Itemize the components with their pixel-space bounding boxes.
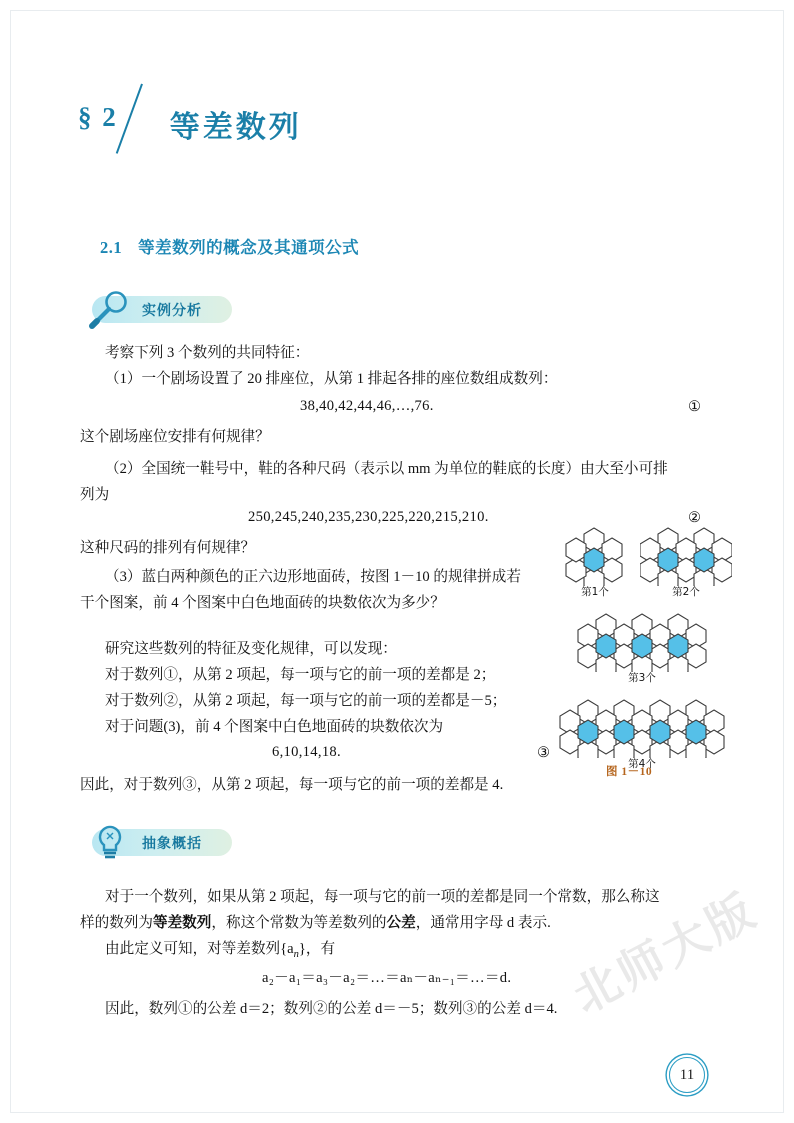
abstract-para2-line1-end: }，有 <box>298 941 336 957</box>
chapter-number: § 2 <box>78 101 118 132</box>
hexagon-pattern-2 <box>640 524 732 586</box>
hexagon-pattern-2-caption: 第2个 <box>672 586 700 598</box>
magnifier-icon <box>86 288 136 330</box>
analysis-line5: 因此，对于数列③，从第 2 项起，每一项与它的前一项的差都是 4. <box>80 777 504 793</box>
chapter-divider-slash <box>118 88 164 150</box>
keyword-arithmetic-sequence: 等差数列 <box>152 915 212 931</box>
abstract-para1-line2-b: ，称这个常数为等差数列的 <box>211 915 387 931</box>
margin-mark-1: ① <box>688 399 702 415</box>
example-item2-question: 这种尺码的排列有何规律？ <box>80 540 256 556</box>
example-item2-line2: 列为 <box>80 487 110 503</box>
badge-abstract-summary <box>92 829 232 856</box>
hexagon-pattern-3 <box>560 610 724 672</box>
abstract-para1-line2 <box>80 910 551 936</box>
analysis-line1: 研究这些数列的特征及变化规律，可以发现： <box>105 641 397 657</box>
abstract-para2-subscript: n <box>293 948 299 960</box>
example-item2-formula: 250,245,240,235,230,225,220,215,210. <box>248 509 489 525</box>
badge-example-analysis-label: 实例分析 <box>142 302 202 319</box>
analysis-line4: 对于问题(3)，前 4 个图案中白色地面砖的块数依次为 <box>105 719 444 735</box>
example-item1-formula: 38,40,42,44,46,…,76. <box>300 398 434 414</box>
badge-example-analysis <box>92 296 232 323</box>
abstract-para1-line2-a: 样的数列为 <box>80 915 153 931</box>
badge-abstract-summary-label: 抽象概括 <box>142 835 202 852</box>
chapter-heading <box>78 88 302 150</box>
margin-mark-2: ② <box>688 510 702 526</box>
hexagon-pattern-1 <box>558 524 630 586</box>
abstract-para3: 因此，数列①的公差 d＝2；数列②的公差 d＝－5；数列③的公差 d＝4. <box>105 1001 558 1017</box>
watermark: 北师大版 <box>564 882 767 1024</box>
keyword-common-difference: 公差 <box>386 915 416 931</box>
abstract-para1-line1: 对于一个数列，如果从第 2 项起，每一项与它的前一项的差都是同一个常数，那么称这 <box>105 889 660 905</box>
abstract-para1-line2-c: ，通常用字母 d 表示. <box>415 915 551 931</box>
page-number: 11 <box>669 1057 705 1093</box>
hexagon-pattern-1-caption: 第1个 <box>581 586 609 598</box>
chapter-title: 等差数列 <box>169 110 302 145</box>
section-title: 等差数列的概念及其通项公式 <box>138 238 360 257</box>
abstract-para2-line1 <box>105 936 335 968</box>
example-intro: 考察下列 3 个数列的共同特征： <box>105 345 310 361</box>
hexagon-figure <box>540 524 740 774</box>
analysis-formula: 6,10,14,18. <box>272 744 341 760</box>
abstract-para2-line1-start: 由此定义可知，对等差数列{a <box>105 941 294 957</box>
lightbulb-icon <box>86 821 136 863</box>
figure-label: 图 1－10 <box>606 766 653 778</box>
example-item2-line1: （2）全国统一鞋号中，鞋的各种尺码（表示以 mm 为单位的鞋底的长度）由大至小可排 <box>105 461 668 477</box>
section-heading <box>100 234 359 258</box>
example-item1-line1: （1）一个剧场设置了 20 排座位，从第 1 排起各排的座位数组成数列： <box>105 371 558 387</box>
analysis-line2: 对于数列①，从第 2 项起，每一项与它的前一项的差都是 2； <box>105 667 496 683</box>
section-number: 2.1 <box>100 238 123 257</box>
margin-mark-3: ③ <box>537 745 551 761</box>
arithmetic-definition-formula: a₂－a₁＝a₃－a₂＝…＝aₙ－aₙ₋₁＝…＝d. <box>262 970 512 986</box>
example-item3-line2: 干个图案，前 4 个图案中白色地面砖的块数依次为多少？ <box>80 595 445 611</box>
hexagon-pattern-3-caption: 第3个 <box>628 672 656 684</box>
example-item1-question: 这个剧场座位安排有何规律？ <box>80 429 270 445</box>
analysis-line3: 对于数列②，从第 2 项起，每一项与它的前一项的差都是－5； <box>105 693 507 709</box>
hexagon-pattern-4 <box>542 696 742 758</box>
hexagon-pattern-4-caption: 第4个 <box>628 758 656 770</box>
example-item3-line1: （3）蓝白两种颜色的正六边形地面砖，按图 1－10 的规律拼成若 <box>105 569 521 585</box>
